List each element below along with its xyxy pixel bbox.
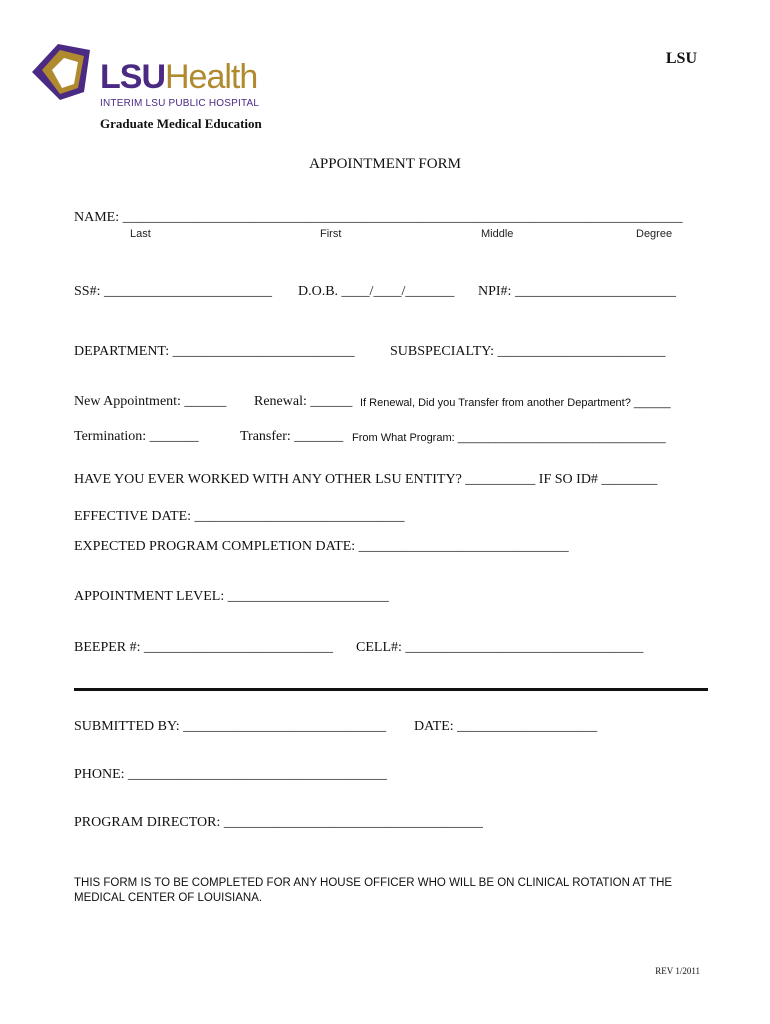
hospital-name: INTERIM LSU PUBLIC HOSPITAL xyxy=(100,98,260,109)
dob-field[interactable]: D.O.B. ____/____/_______ xyxy=(298,284,455,299)
subspecialty-field[interactable]: SUBSPECIALTY: ________________________ xyxy=(390,344,666,359)
name-last-label: Last xyxy=(130,228,151,240)
ss-field[interactable]: SS#: ________________________ xyxy=(74,284,272,299)
transfer-field[interactable]: Transfer: _______ xyxy=(240,429,344,444)
name-first-label: First xyxy=(320,228,342,240)
renewal-transfer-question[interactable]: If Renewal, Did you Transfer from another Department? ______ xyxy=(360,397,671,409)
department-field[interactable]: DEPARTMENT: __________________________ xyxy=(74,344,355,359)
name-degree-label: Degree xyxy=(636,228,673,240)
revision-label: REV 1/2011 xyxy=(655,966,700,976)
department-heading: Graduate Medical Education xyxy=(100,116,262,131)
date-field[interactable]: DATE: ____________________ xyxy=(414,719,598,734)
submitted-by-field[interactable]: SUBMITTED BY: _____________________________ xyxy=(74,719,387,734)
termination-field[interactable]: Termination: _______ xyxy=(74,429,199,444)
phone-field[interactable]: PHONE: _____________________________________ xyxy=(74,767,388,782)
renewal-field[interactable]: Renewal: ______ xyxy=(254,394,353,409)
form-title: APPOINTMENT FORM xyxy=(309,156,461,172)
beeper-field[interactable]: BEEPER #: ___________________________ xyxy=(74,640,334,655)
section-divider xyxy=(74,688,708,691)
corner-label: LSU xyxy=(665,50,697,67)
brand-wordmark: LSUHealth xyxy=(100,58,258,96)
new-appointment-field[interactable]: New Appointment: ______ xyxy=(74,394,227,409)
footer-note: THIS FORM IS TO BE COMPLETED FOR ANY HOUSE OFFICER WHO WILL BE ON CLINICAL ROTATION AT THE MEDICAL CENTER OF LOUISIANA. xyxy=(74,877,673,904)
lsu-entity-field[interactable]: HAVE YOU EVER WORKED WITH ANY OTHER LSU ENTITY? __________ IF SO ID# ________ xyxy=(74,472,658,487)
appointment-level-field[interactable]: APPOINTMENT LEVEL: _______________________ xyxy=(74,589,389,604)
completion-date-field[interactable]: EXPECTED PROGRAM COMPLETION DATE: ______________________________ xyxy=(74,539,569,554)
program-director-field[interactable]: PROGRAM DIRECTOR: _____________________________________ xyxy=(74,815,483,830)
name-middle-label: Middle xyxy=(481,228,514,240)
from-program-field[interactable]: From What Program: __________________________________ xyxy=(352,432,666,444)
npi-field[interactable]: NPI#: _______________________ xyxy=(478,284,676,299)
cell-field[interactable]: CELL#: __________________________________ xyxy=(356,640,644,655)
name-field[interactable]: NAME: ________________________________________________________________________________ xyxy=(74,210,683,225)
effective-date-field[interactable]: EFFECTIVE DATE: ______________________________ xyxy=(74,509,405,524)
